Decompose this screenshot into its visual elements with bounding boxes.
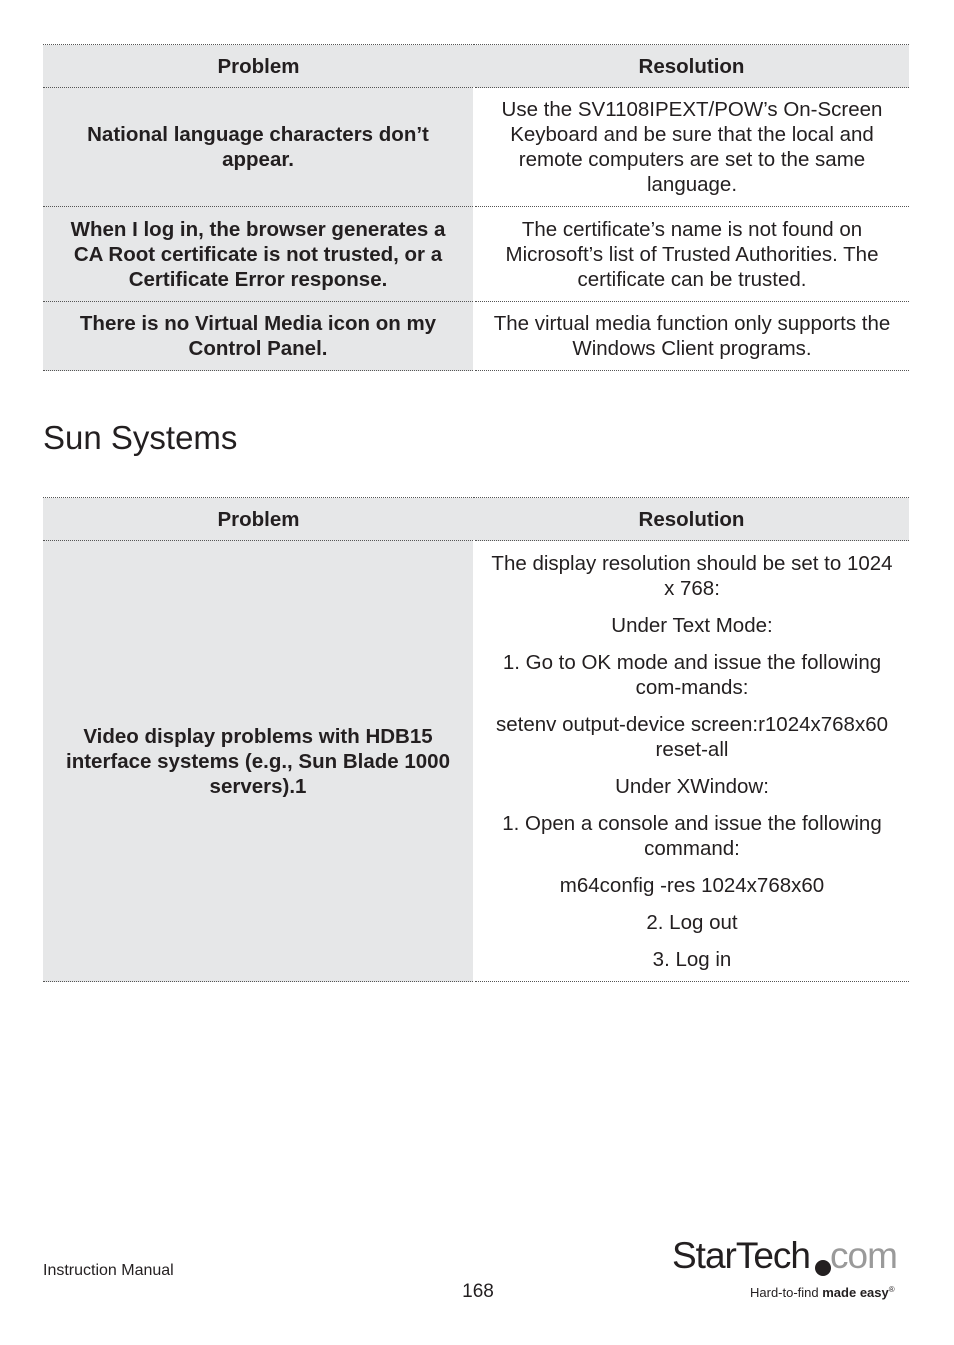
- section-title: Sun Systems: [43, 419, 238, 456]
- resolution-step: 2. Log out: [646, 910, 738, 934]
- table-header-row: [43, 45, 909, 88]
- resolution-step: The display resolution should be set to 1024 x 768:: [491, 551, 893, 600]
- page-number: 168: [462, 1281, 494, 1302]
- problem-cell: National language characters don’t appear.: [43, 88, 474, 207]
- column-header-problem: Problem: [43, 498, 474, 541]
- column-header-resolution: Resolution: [474, 498, 909, 541]
- problem-cell: There is no Virtual Media icon on my Control Panel.: [43, 302, 474, 371]
- table-row: [43, 88, 909, 207]
- resolution-cell: The virtual media function only supports the Windows Client programs.: [474, 302, 909, 371]
- svg-text:Hard-to-find made easy®: Hard-to-find made easy®: [750, 1285, 895, 1300]
- table-row: [43, 541, 909, 982]
- resolution-step: 3. Log in: [652, 947, 732, 971]
- resolution-step: Under Text Mode:: [611, 613, 773, 637]
- column-header-problem: Problem: [43, 45, 474, 88]
- resolution-cell: The certificate’s name is not found on Microsoft’s list of Trusted Authorities. The certificate can be trusted.: [474, 207, 909, 302]
- resolution-step: 1. Open a console and issue the following command:: [502, 811, 882, 860]
- svg-text:com: com: [830, 1235, 897, 1276]
- resolution-step: m64config -res 1024x768x60: [559, 873, 825, 897]
- troubleshooting-table-general: [43, 44, 909, 371]
- startech-logo: [670, 1230, 910, 1302]
- table-row: [43, 302, 909, 371]
- resolution-step: 1. Go to OK mode and issue the following com-mands:: [502, 650, 882, 699]
- resolution-cell: [474, 541, 909, 982]
- column-header-resolution: Resolution: [474, 45, 909, 88]
- table-row: [43, 207, 909, 302]
- resolution-step: setenv output-device screen:r1024x768x60 reset-all: [495, 712, 889, 761]
- troubleshooting-table-sun: [43, 497, 909, 982]
- problem-cell: Video display problems with HDB15 interface systems (e.g., Sun Blade 1000 servers).1: [43, 541, 474, 982]
- footer-label: Instruction Manual: [43, 1262, 174, 1279]
- svg-text:StarTech: StarTech: [672, 1235, 811, 1276]
- resolution-cell: Use the SV1108IPEXT/POW’s On-Screen Keyboard and be sure that the local and remote computers are set to the same language.: [474, 88, 909, 207]
- resolution-step: Under XWindow:: [615, 774, 769, 798]
- table-header-row: [43, 498, 909, 541]
- problem-cell: When I log in, the browser generates a CA Root certificate is not trusted, or a Certificate Error response.: [43, 207, 474, 302]
